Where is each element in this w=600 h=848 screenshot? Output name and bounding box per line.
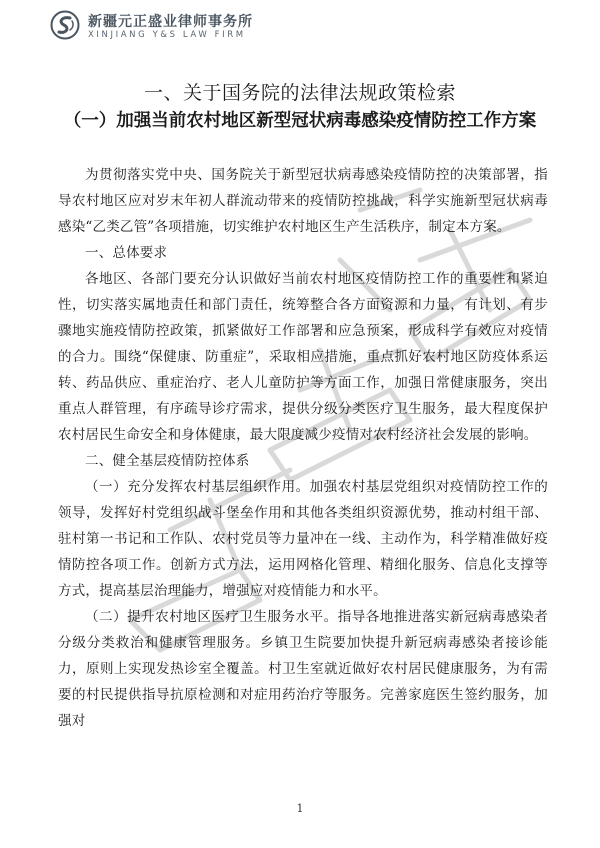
paragraph-item-1: （一）充分发挥农村基层组织作用。加强农村基层党组织对疫情防控工作的领导，发挥好村党组织战斗堡垒作用和其他各类组织资源优势，推动村组干部、驻村第一书记和工作队、农村党员等力量冲在一线、主动作为，科学精准做好疫情防控各项工作。创新方式方法，运用网格化管理、精细化服务、信息化支撑等方式，提高基层治理能力，增强应对疫情能力和水平。 [58,479,548,599]
document-subtitle: （一）加强当前农村地区新型冠状病毒感染疫情防控工作方案 [63,111,537,131]
page-number: 1 [296,802,304,815]
document-body [58,162,548,734]
firm-name-cn: 新疆元正盛业律师事务所 [88,14,253,30]
paragraph-item-2: （二）提升农村地区医疗卫生服务水平。指导各地推进落实新冠病毒感染者分级分类救治和健康管理服务。乡镇卫生院要加快提升新冠病毒感染者接诊能力，原则上实现发热诊室全覆盖。村卫生室就近做好农村居民健康服务，为有需要的村民提供指导抗原检测和对症用药治疗等服务。完善家庭医生签约服务，加强对 [58,609,548,729]
ys-logo-icon [50,10,80,40]
section-heading-1: 一、总体要求 [85,245,168,261]
paragraph-intro: 为贯彻落实党中央、国务院关于新型冠状病毒感染疫情防控的决策部署，指导农村地区应对岁末年初人群流动带来的疫情防控挑战，科学实施新型冠状病毒感染“乙类乙管”各项措施，切实维护农村地区生产生活秩序，制定本方案。 [58,167,548,235]
section-heading-2: 二、健全基层疫情防控体系 [85,453,250,469]
firm-name-en: XINJIANG Y&S LAW FIRM [88,30,246,40]
letterhead [50,8,570,44]
document-title: 一、关于国务院的法律法规政策检索 [143,82,456,104]
paragraph-general-requirements: 各地区、各部门要充分认识做好当前农村地区疫情防控工作的重要性和紧迫性，切实落实属地责任和部门责任，统筹整合各方面资源和力量，有计划、有步骤地实施疫情防控政策，抓紧做好工作部署和应急预案，形成科学有效应对疫情的合力。围绕“保健康、防重症”，采取相应措施，重点抓好农村地区防疫体系运转、药品供应、重症治疗、老人儿童防护等方面工作，加强日常健康服务，突出重点人群管理，有序疏导诊疗需求，提供分级分类医疗卫生服务，最大程度保护农村居民生命安全和身体健康，最大限度减少疫情对农村经济社会发展的影响。 [58,271,548,443]
